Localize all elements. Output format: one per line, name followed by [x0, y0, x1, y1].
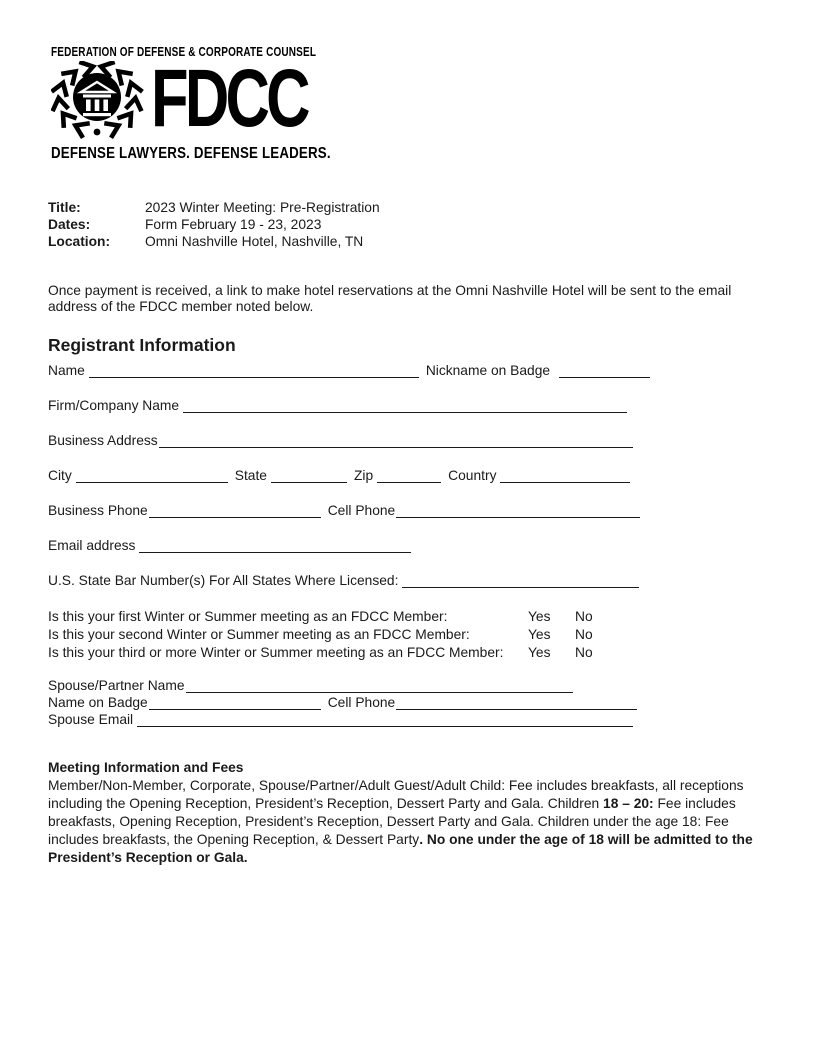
bar-numbers-blank-line	[402, 573, 639, 588]
meta-dates-row	[48, 216, 768, 233]
first-meeting-no-option: No	[575, 609, 593, 624]
second-meeting-no-option: No	[575, 627, 593, 642]
state-blank-line	[271, 468, 347, 483]
spouse-email-row	[48, 712, 633, 727]
business-phone-label: Business Phone	[48, 503, 148, 518]
business-address-row	[48, 433, 633, 448]
city-label: City	[48, 468, 72, 483]
logo-tagline-bottom: DEFENSE LAWYERS. DEFENSE LEADERS.	[51, 145, 331, 162]
first-meeting-question: Is this your first Winter or Summer meeting as an FDCC Member:	[48, 609, 448, 624]
state-label: State	[234, 468, 267, 483]
spouse-badge-label: Name on Badge	[48, 695, 148, 710]
dates-label: Dates:	[48, 217, 91, 232]
spouse-partner-block	[48, 678, 768, 727]
logo-acronym: FDCC	[151, 53, 307, 144]
name-label: Name	[48, 363, 85, 378]
spouse-name-row	[48, 678, 573, 693]
phones-row	[48, 503, 640, 518]
title-label: Title:	[48, 200, 81, 215]
second-meeting-yes-option: Yes	[528, 627, 551, 642]
fees-heading: Meeting Information and Fees	[48, 760, 244, 775]
business-phone-blank-line	[149, 503, 321, 518]
cell-phone-label: Cell Phone	[327, 503, 396, 518]
nickname-label: Nickname on Badge	[425, 363, 551, 378]
logo-tagline-top: FEDERATION OF DEFENSE & CORPORATE COUNSEL	[51, 45, 317, 59]
spouse-email-blank-line	[137, 712, 633, 727]
spouse-badge-cell-row	[48, 695, 637, 710]
city-state-zip-country-row	[48, 468, 630, 483]
spouse-email-label: Spouse Email	[48, 712, 134, 727]
email-row	[48, 538, 411, 553]
fees-description: Member/Non-Member, Corporate, Spouse/Partner/Adult Guest/Adult Child: Fee includes breakfasts, all receptions including the Opening Reception, President’s Reception, Dessert Party and Gala. Children 18 – 20: Fee includes breakfasts, Opening Reception, President’s Reception, Dessert Party and Gala. Children under the age 18: Fee includes breakfasts, the Opening Reception, & Dessert Party. No one under the age of 18 will be admitted to the President’s Reception or Gala.	[48, 778, 753, 865]
meeting-meta-block	[48, 199, 768, 250]
bar-numbers-row	[48, 573, 639, 588]
cell-phone-blank-line	[396, 503, 640, 518]
membership-meeting-questions	[48, 608, 768, 662]
title-value: 2023 Winter Meeting: Pre-Registration	[145, 200, 380, 215]
third-meeting-yes-option: Yes	[528, 645, 551, 660]
email-blank-line	[139, 538, 411, 553]
email-label: Email address	[48, 538, 136, 553]
spouse-name-blank-line	[186, 678, 573, 693]
nickname-blank-line	[559, 363, 650, 378]
second-meeting-question: Is this your second Winter or Summer meeting as an FDCC Member:	[48, 627, 470, 642]
first-meeting-question-row	[48, 608, 768, 626]
hotel-reservation-note: Once payment is received, a link to make hotel reservations at the Omni Nashville Hotel will be sent to the email address of the FDCC member noted below.	[48, 283, 732, 314]
business-address-label: Business Address	[48, 433, 158, 448]
spouse-cell-phone-blank-line	[396, 695, 637, 710]
firm-name-row	[48, 398, 627, 413]
zip-blank-line	[377, 468, 441, 483]
second-meeting-question-row	[48, 626, 768, 644]
spouse-cell-phone-label: Cell Phone	[327, 695, 396, 710]
first-meeting-yes-option: Yes	[528, 609, 551, 624]
firm-name-blank-line	[183, 398, 627, 413]
third-meeting-no-option: No	[575, 645, 593, 660]
firm-name-label: Firm/Company Name	[48, 398, 180, 413]
meeting-information-fees-section	[48, 759, 772, 867]
spouse-badge-blank-line	[149, 695, 321, 710]
registrant-information-heading: Registrant Information	[48, 335, 236, 355]
location-value: Omni Nashville Hotel, Nashville, TN	[145, 234, 364, 249]
zip-label: Zip	[353, 468, 374, 483]
business-address-blank-line	[159, 433, 633, 448]
dates-value: Form February 19 - 23, 2023	[145, 217, 322, 232]
city-blank-line	[76, 468, 228, 483]
spouse-name-label: Spouse/Partner Name	[48, 678, 185, 693]
country-label: Country	[448, 468, 497, 483]
fdcc-logo	[51, 45, 768, 163]
meta-location-row	[48, 233, 768, 250]
meta-title-row	[48, 199, 768, 216]
country-blank-line	[500, 468, 630, 483]
name-blank-line	[89, 363, 419, 378]
location-label: Location:	[48, 234, 111, 249]
third-meeting-question-row	[48, 644, 768, 662]
third-meeting-question: Is this your third or more Winter or Summer meeting as an FDCC Member:	[48, 645, 504, 660]
laurel-wreath-classical-building-icon	[51, 61, 147, 141]
name-row	[48, 363, 650, 378]
bar-numbers-label: U.S. State Bar Number(s) For All States Where Licensed:	[48, 573, 399, 588]
